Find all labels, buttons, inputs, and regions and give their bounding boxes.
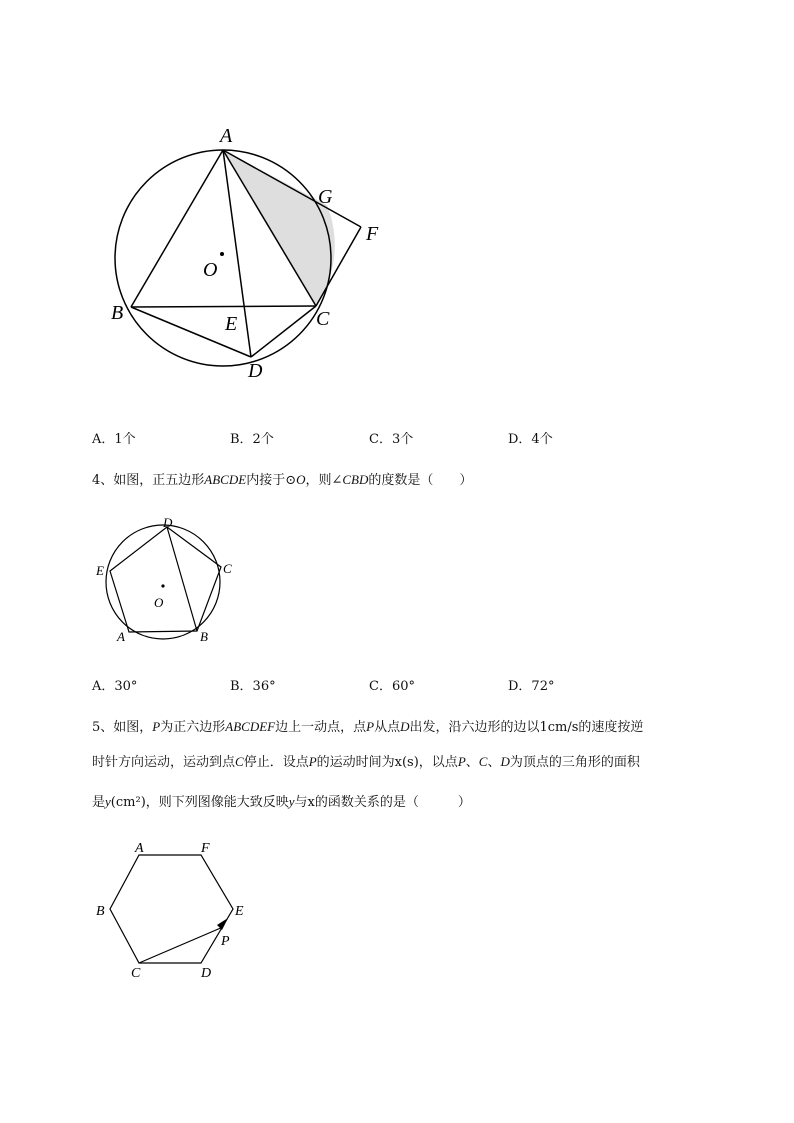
q3-option-b[interactable]: B．2个	[230, 432, 274, 447]
q4-label-E: E	[96, 563, 104, 578]
shaded-segment	[223, 150, 335, 306]
q5-label-C: C	[131, 966, 141, 981]
circle-triangle-figure	[100, 115, 400, 390]
q4-label-C: C	[223, 561, 232, 576]
hexagon-figure	[90, 835, 255, 985]
segment-cp	[139, 927, 223, 963]
question-5-line-2: 时针方向运动，运动到点C停止．设点P的运动时间为x(s)，以点P、C、D为顶点的三角形的面积	[92, 754, 640, 770]
q5-label-F: F	[201, 841, 210, 856]
q4-label-B: B	[200, 629, 208, 644]
q4-option-c[interactable]: C．60°	[369, 679, 415, 694]
label-O: O	[203, 259, 218, 281]
label-A: A	[220, 125, 233, 147]
q5-label-E: E	[235, 904, 244, 919]
q5-label-P: P	[221, 934, 230, 949]
q4-option-a[interactable]: A．30°	[92, 679, 138, 694]
question-5-line-3: 是y(cm²)，则下列图像能大致反映y与x的函数关系的是（ ）	[92, 794, 471, 810]
center-dot-q4	[161, 584, 164, 587]
pentagon-figure	[90, 510, 240, 650]
label-E: E	[225, 313, 238, 335]
q5-label-D: D	[201, 966, 212, 981]
label-F: F	[366, 223, 379, 245]
q5-label-A: A	[135, 841, 144, 856]
q3-options	[92, 428, 692, 448]
center-dot	[220, 252, 224, 256]
q4-label-A: A	[117, 629, 125, 644]
q4-label-D: D	[163, 515, 173, 530]
arrow-head	[217, 918, 228, 930]
q3-option-c[interactable]: C．3个	[369, 432, 414, 447]
question-4-text: 4、如图，正五边形ABCDE内接于⊙O，则∠CBD的度数是（ ）	[92, 472, 473, 488]
q4-option-d[interactable]: D．72°	[508, 679, 555, 694]
q4-options	[92, 675, 692, 695]
q4-option-b[interactable]: B．36°	[230, 679, 276, 694]
label-C: C	[316, 308, 330, 330]
label-D: D	[248, 360, 263, 382]
hexagon-abcdef	[110, 855, 233, 963]
label-B: B	[111, 302, 124, 324]
q4-number: 4、	[92, 473, 114, 488]
q3-option-a[interactable]: A．1个	[92, 432, 136, 447]
q4-label-O: O	[154, 595, 164, 610]
q5-label-B: B	[96, 904, 105, 919]
q5-number: 5、	[92, 720, 114, 735]
label-G: G	[318, 186, 333, 208]
question-5-line-1: 5、如图，P为正六边形ABCDEF边上一动点，点P从点D出发，沿六边形的边以1cm/s的速度按逆	[92, 719, 644, 735]
circle-o-q4	[106, 525, 220, 639]
q3-option-d[interactable]: D．4个	[508, 432, 553, 447]
